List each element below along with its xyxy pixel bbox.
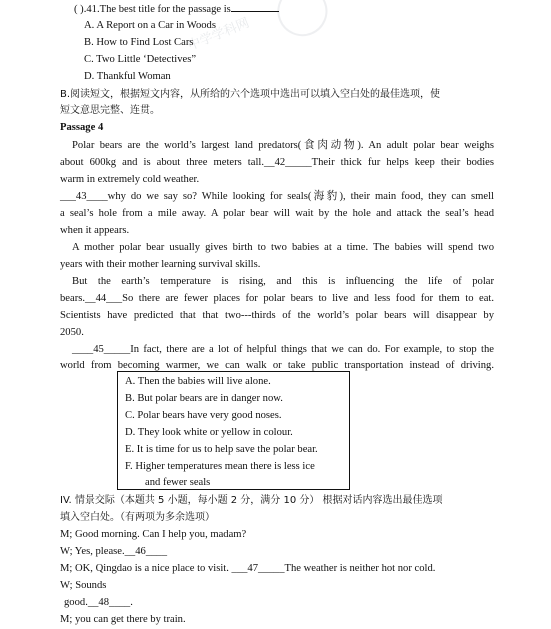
passage-line-11: Scientists have predicted that that two---thirds of the world’s polar bears will disappear by — [60, 310, 494, 321]
passage-line-6: when it appears. — [60, 225, 130, 236]
passage-line-5: a seal’s hole from a mile away. A polar bear will wait by the hole and attack the seal’s head — [60, 208, 494, 219]
answer-blank-41 — [231, 0, 279, 12]
passage-line-13: ____45_____In fact, there are a lot of helpful things that we can do. For example, to stop the — [72, 344, 494, 355]
section-iv-instruction-line1: IV. 情景交际（本题共 5 小题，每小题 2 分，满分 10 分） 根据对话内容选出最佳选项 — [60, 495, 443, 506]
passage-line-2: about 600kg and is about three meters tall.__42_____Their thick fur helps keep their bodies — [60, 157, 494, 168]
question-41-stem: ( ).41.The best title for the passage is — [74, 0, 279, 17]
dialogue-line-3: M; OK, Qingdao is a nice place to visit. ___47_____The weather is neither hot nor cold. — [60, 563, 436, 574]
passage-line-9: But the earth’s temperature is rising, and this is influencing the life of polar — [72, 276, 494, 287]
dialogue-line-6: M; you can get there by train. — [60, 614, 186, 625]
choice-b: B. But polar bears are in danger now. — [125, 393, 283, 404]
choice-d: D. They look white or yellow in colour. — [125, 427, 293, 438]
choice-a: A. Then the babies will live alone. — [125, 376, 271, 387]
passage-line-4: ___43____why do we say so? While looking for seals(海豹), their main food, they can smell — [60, 191, 494, 202]
q41-option-d: D. Thankful Woman — [84, 71, 171, 82]
q41-option-a: A. A Report on a Car in Woods — [84, 20, 216, 31]
section-b-instruction-line2: 短文意思完整、连贯。 — [60, 105, 160, 116]
passage-line-8: years with their mother learning survival skills. — [60, 259, 261, 270]
passage-title: Passage 4 — [60, 122, 104, 133]
choice-f-continued: and fewer seals — [145, 477, 211, 488]
dialogue-line-4: W; Sounds — [60, 580, 107, 591]
q41-option-b: B. How to Find Lost Cars — [84, 37, 194, 48]
watermark-text: 中学学科网 — [185, 15, 252, 54]
q41-option-c: C. Two Little ‘Detectives” — [84, 54, 197, 65]
passage-line-12: 2050. — [60, 327, 84, 338]
passage-line-10: bears.__44___So there are fewer places for polar bears to live and less food for them to eat. — [60, 293, 494, 304]
passage-line-1: Polar bears are the world’s largest land predators(食肉动物). An adult polar bear weighs — [72, 140, 494, 151]
section-b-instruction-line1: B.阅读短文，根据短文内容，从所给的六个选项中选出可以填入空白处的最佳选项，使 — [60, 89, 441, 100]
section-iv-instruction-line2: 填入空白处。（有两项为多余选项） — [60, 512, 215, 523]
choice-f: F. Higher temperatures mean there is less ice — [125, 461, 315, 472]
watermark-seal-icon — [270, 0, 335, 44]
passage-line-7: A mother polar bear usually gives birth to two babies at a time. The babies will spend two — [72, 242, 494, 253]
choice-c: C. Polar bears have very good noses. — [125, 410, 282, 421]
dialogue-line-1: M; Good morning. Can I help you, madam? — [60, 529, 247, 540]
passage-line-3: warm in extremely cold weather. — [60, 174, 200, 185]
dialogue-line-2: W; Yes, please.__46____ — [60, 546, 168, 557]
dialogue-line-5: good.__48____. — [64, 597, 133, 608]
passage-line-14: world from becoming warmer, we can walk or take public transportation instead of driving. — [60, 360, 494, 371]
choice-e: E. It is time for us to help save the polar bear. — [125, 444, 318, 455]
